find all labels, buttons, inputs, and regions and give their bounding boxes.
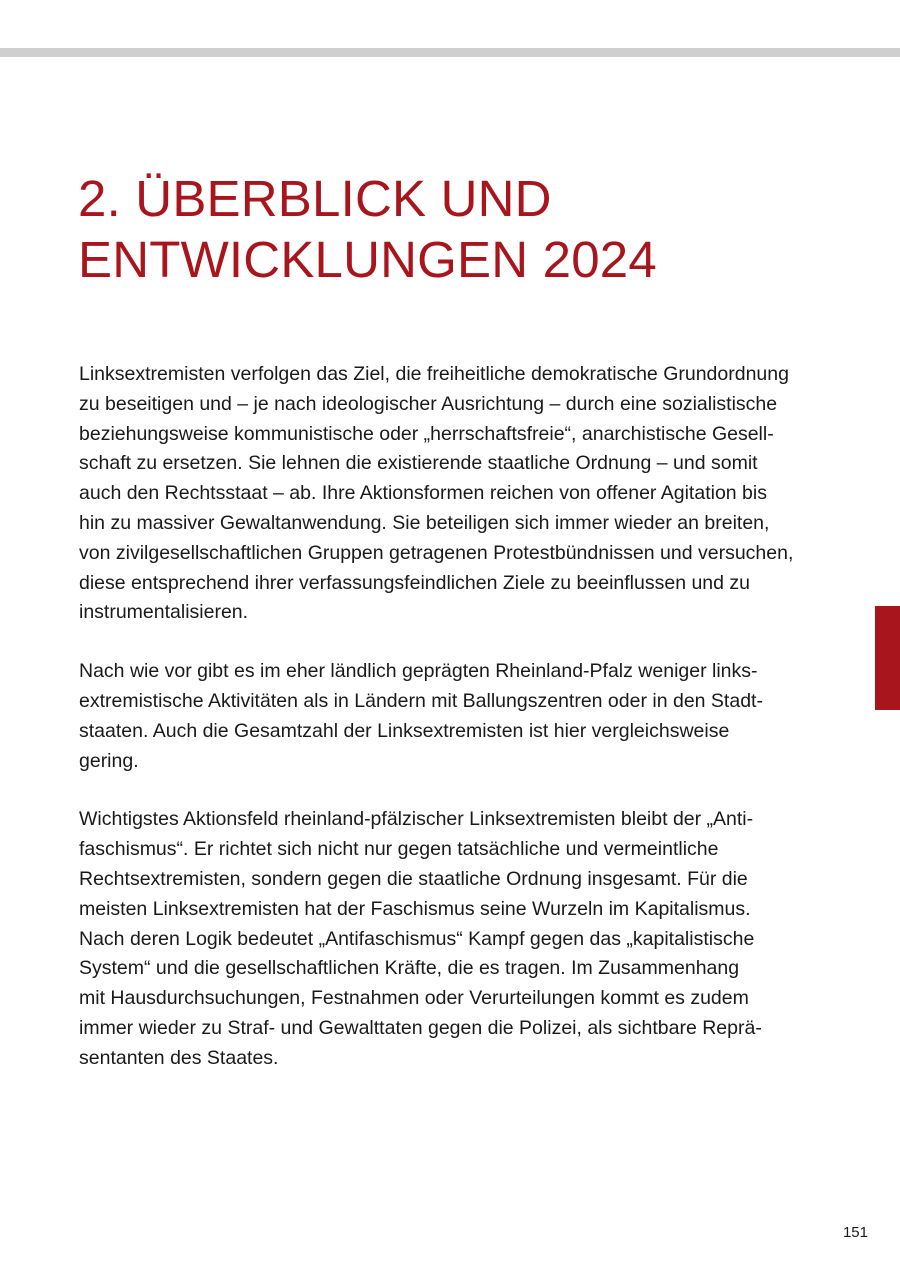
- text-line: schaft zu ersetzen. Sie lehnen die existierende staatliche Ordnung – und somit: [79, 452, 758, 475]
- text-line: Nach deren Logik bedeutet „Antifaschismus“ Kampf gegen das „kapitalistische: [79, 927, 755, 950]
- text-line: Linksextremisten verfolgen das Ziel, die freiheitliche demokratische Grundordnung: [79, 363, 789, 385]
- text-line: hin zu massiver Gewaltanwendung. Sie beteiligen sich immer wieder an breiten,: [79, 511, 770, 534]
- top-rule: [0, 48, 900, 57]
- text-line: System“ und die gesellschaftlichen Kräfte, die es tragen. Im Zusammenhang: [79, 957, 740, 980]
- text-line: extremistische Aktivitäten als in Ländern mit Ballungszentren oder in den Stadt-: [79, 689, 763, 712]
- paragraph-1: [79, 360, 824, 628]
- paragraph-3: [79, 805, 824, 1073]
- text-line: meisten Linksextremisten hat der Faschismus seine Wurzeln im Kapitalismus.: [79, 897, 751, 920]
- chapter-title: [78, 168, 838, 290]
- text-line: Rechtsextremisten, sondern gegen die staatliche Ordnung insgesamt. Für die: [79, 867, 748, 890]
- chapter-title-line: 2. ÜBERBLICK UND: [78, 170, 552, 227]
- text-line: Nach wie vor gibt es im eher ländlich geprägten Rheinland-Pfalz weniger links-: [79, 660, 758, 683]
- text-line: auch den Rechtsstaat – ab. Ihre Aktionsformen reichen von offener Agitation bis: [79, 482, 767, 505]
- paragraph-2: [79, 657, 824, 776]
- chapter-title-line: ENTWICKLUNGEN 2024: [78, 231, 657, 288]
- text-line: gering.: [79, 749, 139, 772]
- text-line: Wichtigstes Aktionsfeld rheinland-pfälzischer Linksextremisten bleibt der „Anti-: [79, 808, 754, 831]
- body-text: [79, 360, 824, 1103]
- text-line: staaten. Auch die Gesamtzahl der Linksextremisten ist hier vergleichsweise: [79, 719, 730, 742]
- text-line: von zivilgesellschaftlichen Gruppen getragenen Protestbündnissen und versuchen,: [79, 541, 794, 564]
- text-line: mit Hausdurchsuchungen, Festnahmen oder Verurteilungen kommt es zudem: [79, 987, 749, 1010]
- text-line: diese entsprechend ihrer verfassungsfeindlichen Ziele zu beeinflussen und zu: [79, 571, 750, 594]
- text-line: faschismus“. Er richtet sich nicht nur gegen tatsächliche und vermeintliche: [79, 838, 719, 861]
- chapter-side-tab: [875, 606, 900, 710]
- page-number: 151: [842, 1224, 868, 1241]
- text-line: instrumentalisieren.: [79, 601, 249, 624]
- text-line: immer wieder zu Straf- und Gewalttaten gegen die Polizei, als sichtbare Reprä-: [79, 1016, 762, 1039]
- text-line: zu beseitigen und – je nach ideologischer Ausrichtung – durch eine sozialistische: [79, 392, 778, 415]
- text-line: sentanten des Staates.: [79, 1046, 279, 1069]
- text-line: beziehungsweise kommunistische oder „herrschaftsfreie“, anarchistische Gesell-: [79, 422, 774, 445]
